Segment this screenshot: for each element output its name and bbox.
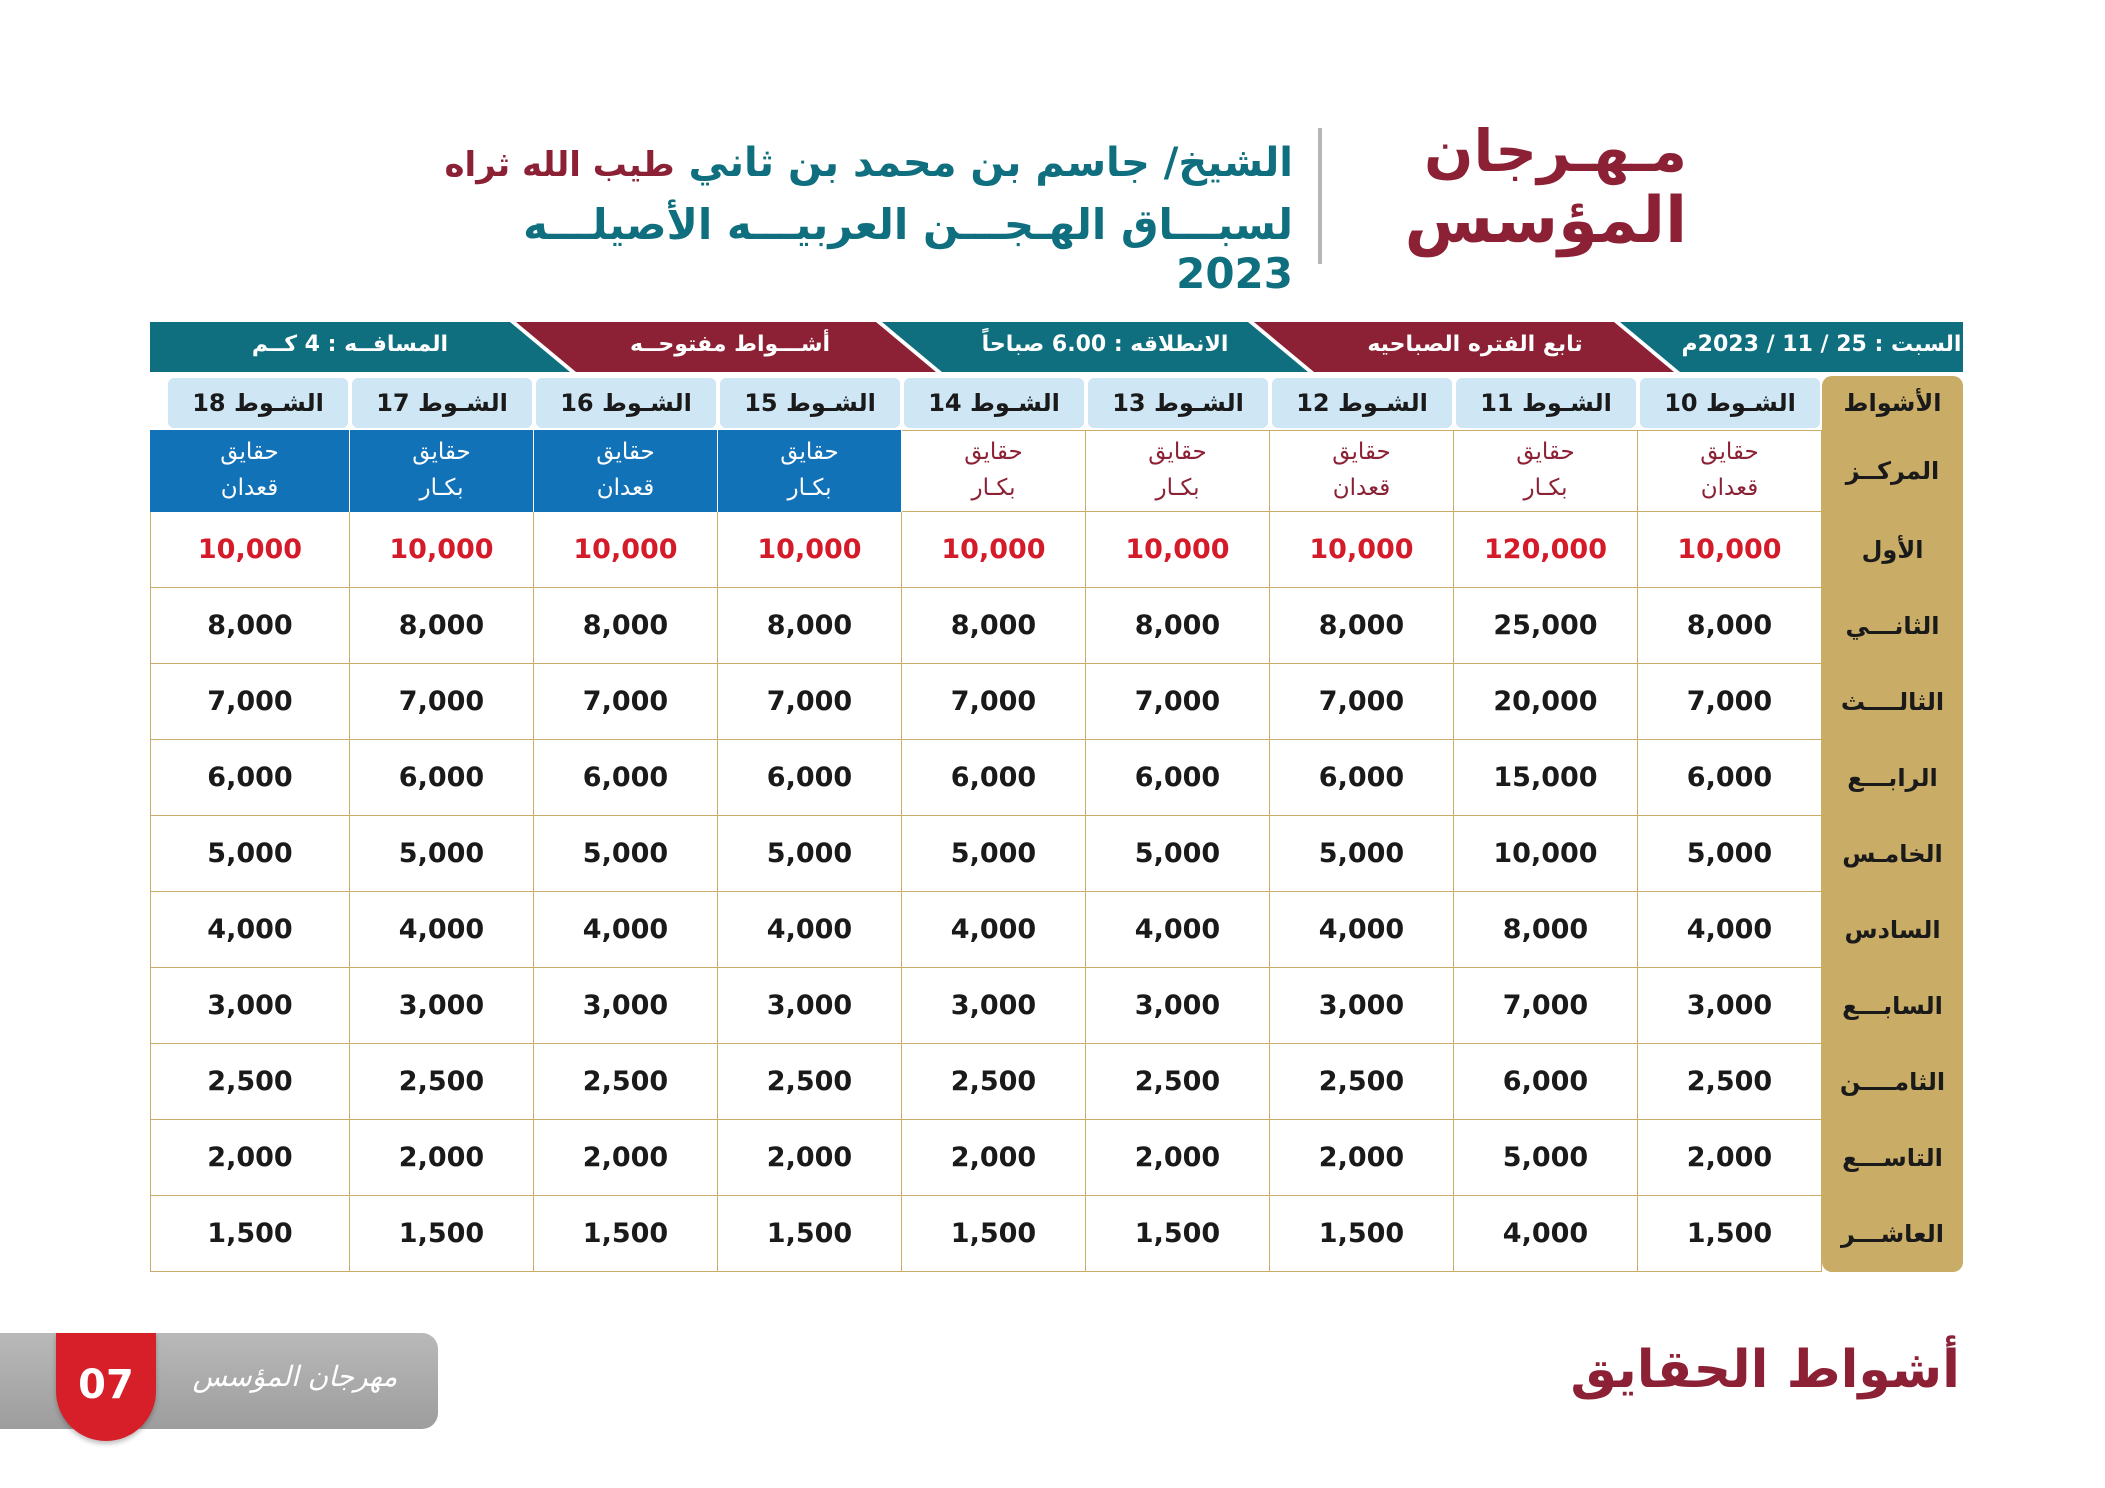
prize-cell: 7,000 (534, 664, 718, 740)
category-breed: حقايق (1148, 439, 1207, 466)
prize-cell: 4,000 (1454, 1196, 1638, 1272)
prize-cell: 3,000 (150, 968, 350, 1044)
prize-cell: 2,500 (1270, 1044, 1454, 1120)
prize-cell: 15,000 (1454, 740, 1638, 816)
runs-label: الأشواط (1822, 376, 1963, 430)
category-cell-16 (534, 430, 718, 512)
prize-cell: 8,000 (150, 588, 350, 664)
prize-cell: 4,000 (1638, 892, 1822, 968)
honorific-text: طيب الله ثراه (444, 145, 675, 185)
prize-cell: 20,000 (1454, 664, 1638, 740)
prize-cell: 6,000 (1086, 740, 1270, 816)
place-row-9 (150, 1120, 1963, 1196)
prize-cell: 7,000 (902, 664, 1086, 740)
prize-cell: 4,000 (1086, 892, 1270, 968)
prize-cell: 8,000 (1454, 892, 1638, 968)
category-row (150, 430, 1963, 512)
banner-start-time: الانطلاقه : 6.00 صباحاً (981, 332, 1229, 357)
sheikh-name (393, 140, 1293, 186)
prize-cell: 4,000 (902, 892, 1086, 968)
place-row-5 (150, 816, 1963, 892)
category-type: بكـار (1523, 475, 1568, 501)
prize-cell: 5,000 (902, 816, 1086, 892)
header-divider (1318, 128, 1322, 264)
banner-period: تابع الفتره الصباحيه (1367, 332, 1583, 357)
prize-cell: 2,000 (1638, 1120, 1822, 1196)
prize-cell: 2,000 (1270, 1120, 1454, 1196)
prize-cell: 10,000 (1086, 512, 1270, 588)
prize-cell: 6,000 (902, 740, 1086, 816)
prize-cell: 2,500 (718, 1044, 902, 1120)
category-breed: حقايق (412, 439, 471, 466)
run-header-18: الشـوط 18 (166, 376, 350, 430)
prize-cell: 6,000 (534, 740, 718, 816)
prize-cell: 6,000 (1270, 740, 1454, 816)
prize-cell: 5,000 (1638, 816, 1822, 892)
prize-cell: 7,000 (718, 664, 902, 740)
prize-cell: 8,000 (1086, 588, 1270, 664)
sheikh-name-text: الشيخ/ جاسم بن محمد بن ثاني (688, 140, 1293, 186)
prize-cell: 10,000 (902, 512, 1086, 588)
prize-cell: 25,000 (1454, 588, 1638, 664)
festival-title (1397, 118, 1687, 258)
prize-cell: 10,000 (1638, 512, 1822, 588)
prize-cell: 120,000 (1454, 512, 1638, 588)
prize-cell: 2,000 (718, 1120, 902, 1196)
prize-cell: 1,500 (1086, 1196, 1270, 1272)
category-type: بكـار (419, 475, 464, 501)
category-cell-13 (1086, 430, 1270, 512)
prize-cell: 3,000 (718, 968, 902, 1044)
run-header-12: الشـوط 12 (1270, 376, 1454, 430)
prize-cell: 10,000 (150, 512, 350, 588)
category-type: بكـار (971, 475, 1016, 501)
prize-cell: 3,000 (1638, 968, 1822, 1044)
category-breed: حقايق (1700, 439, 1759, 466)
place-label: الرابـــع (1822, 740, 1963, 816)
run-header-11: الشـوط 11 (1454, 376, 1638, 430)
prize-cell: 10,000 (1270, 512, 1454, 588)
run-header-14: الشـوط 14 (902, 376, 1086, 430)
category-cell-15 (718, 430, 902, 512)
run-header-17: الشـوط 17 (350, 376, 534, 430)
prize-cell: 1,500 (902, 1196, 1086, 1272)
prize-cell: 3,000 (1270, 968, 1454, 1044)
prize-cell: 3,000 (1086, 968, 1270, 1044)
prize-cell: 7,000 (1454, 968, 1638, 1044)
prize-cell: 7,000 (150, 664, 350, 740)
category-cell-17 (350, 430, 534, 512)
place-row-1 (150, 512, 1963, 588)
prize-cell: 10,000 (534, 512, 718, 588)
prize-cell: 6,000 (718, 740, 902, 816)
prize-cell: 7,000 (1638, 664, 1822, 740)
prize-cell: 2,500 (1086, 1044, 1270, 1120)
prize-cell: 2,500 (1638, 1044, 1822, 1120)
run-header-10: الشـوط 10 (1638, 376, 1822, 430)
banner-distance: المسافــه : 4 كــم (251, 332, 449, 357)
prize-cell: 3,000 (350, 968, 534, 1044)
prize-cell: 2,500 (150, 1044, 350, 1120)
prize-cell: 8,000 (1638, 588, 1822, 664)
prize-cell: 2,000 (534, 1120, 718, 1196)
place-label: السابـــع (1822, 968, 1963, 1044)
category-breed: حقايق (1332, 439, 1391, 466)
place-row-10 (150, 1196, 1963, 1272)
prize-cell: 10,000 (1454, 816, 1638, 892)
prize-cell: 6,000 (150, 740, 350, 816)
place-row-7 (150, 968, 1963, 1044)
place-row-2 (150, 588, 1963, 664)
place-label: الثالــــث (1822, 664, 1963, 740)
run-header-15: الشـوط 15 (718, 376, 902, 430)
footer-logo: مهرجان المؤسس (192, 1360, 398, 1393)
prize-cell: 8,000 (1270, 588, 1454, 664)
prize-cell: 8,000 (350, 588, 534, 664)
category-type: قعدان (1700, 475, 1759, 501)
runs-header-row (150, 376, 1963, 430)
prize-cell: 8,000 (534, 588, 718, 664)
prize-cell: 1,500 (150, 1196, 350, 1272)
festival-title-line1: مـهـرجان (1423, 117, 1687, 185)
place-label: الخامـس (1822, 816, 1963, 892)
prize-cell: 5,000 (1086, 816, 1270, 892)
prize-cell: 1,500 (718, 1196, 902, 1272)
place-label: الثامــــن (1822, 1044, 1963, 1120)
festival-title-line2: المؤسس (1404, 183, 1687, 258)
prize-cell: 5,000 (150, 816, 350, 892)
prize-cell: 7,000 (1086, 664, 1270, 740)
place-row-6 (150, 892, 1963, 968)
prize-cell: 4,000 (150, 892, 350, 968)
place-row-4 (150, 740, 1963, 816)
run-header-16: الشـوط 16 (534, 376, 718, 430)
prize-cell: 8,000 (902, 588, 1086, 664)
category-cell-12 (1270, 430, 1454, 512)
category-cell-10 (1638, 430, 1822, 512)
prize-cell: 2,500 (534, 1044, 718, 1120)
category-type: قعدان (220, 475, 279, 501)
prize-cell: 6,000 (1638, 740, 1822, 816)
category-breed: حقايق (964, 439, 1023, 466)
category-breed: حقايق (220, 439, 279, 466)
prize-cell: 4,000 (1270, 892, 1454, 968)
prize-cell: 7,000 (1270, 664, 1454, 740)
prize-cell: 4,000 (534, 892, 718, 968)
prize-cell: 2,000 (150, 1120, 350, 1196)
prize-cell: 2,000 (902, 1120, 1086, 1196)
place-label: الثانـــي (1822, 588, 1963, 664)
info-banner (150, 322, 1963, 372)
category-cell-18 (150, 430, 350, 512)
prize-cell: 2,500 (902, 1044, 1086, 1120)
category-breed: حقايق (1516, 439, 1575, 466)
prize-cell: 5,000 (1454, 1120, 1638, 1196)
prize-cell: 6,000 (1454, 1044, 1638, 1120)
prize-cell: 1,500 (534, 1196, 718, 1272)
prize-cell: 10,000 (718, 512, 902, 588)
category-type: بكـار (1155, 475, 1200, 501)
place-row-3 (150, 664, 1963, 740)
category-cell-11 (1454, 430, 1638, 512)
page-number: 07 (78, 1362, 134, 1408)
prize-cell: 1,500 (350, 1196, 534, 1272)
center-label: المركــز (1822, 430, 1963, 512)
prize-cell: 2,000 (1086, 1120, 1270, 1196)
prize-cell: 6,000 (350, 740, 534, 816)
prize-cell: 3,000 (902, 968, 1086, 1044)
category-cell-14 (902, 430, 1086, 512)
place-label: الأول (1822, 512, 1963, 588)
prize-cell: 10,000 (350, 512, 534, 588)
prize-cell: 2,000 (350, 1120, 534, 1196)
place-label: العاشـــر (1822, 1196, 1963, 1272)
prize-cell: 3,000 (534, 968, 718, 1044)
banner-date: السبت : 25 / 11 / 2023م (1681, 332, 1962, 357)
prize-cell: 1,500 (1638, 1196, 1822, 1272)
run-header-13: الشـوط 13 (1086, 376, 1270, 430)
prize-cell: 4,000 (350, 892, 534, 968)
prize-cell: 4,000 (718, 892, 902, 968)
prize-cell: 7,000 (350, 664, 534, 740)
place-row-8 (150, 1044, 1963, 1120)
category-type: قعدان (1332, 475, 1391, 501)
category-breed: حقايق (596, 439, 655, 466)
prize-cell: 5,000 (1270, 816, 1454, 892)
category-type: بكـار (787, 475, 832, 501)
prize-cell: 8,000 (718, 588, 902, 664)
race-title: لسبـــاق الهـجـــن العربيـــه الأصيلـــه 2023 (523, 200, 1293, 298)
prize-cell: 5,000 (718, 816, 902, 892)
prize-cell: 2,500 (350, 1044, 534, 1120)
category-type: قعدان (596, 475, 655, 501)
prize-cell: 1,500 (1270, 1196, 1454, 1272)
section-title: أشواط الحقايق (1570, 1340, 1960, 1400)
place-label: السادس (1822, 892, 1963, 968)
category-breed: حقايق (780, 439, 839, 466)
prize-cell: 5,000 (350, 816, 534, 892)
prize-cell: 5,000 (534, 816, 718, 892)
banner-open-runs: أشـــواط مفتوحــه (629, 332, 831, 357)
place-label: التاســـع (1822, 1120, 1963, 1196)
